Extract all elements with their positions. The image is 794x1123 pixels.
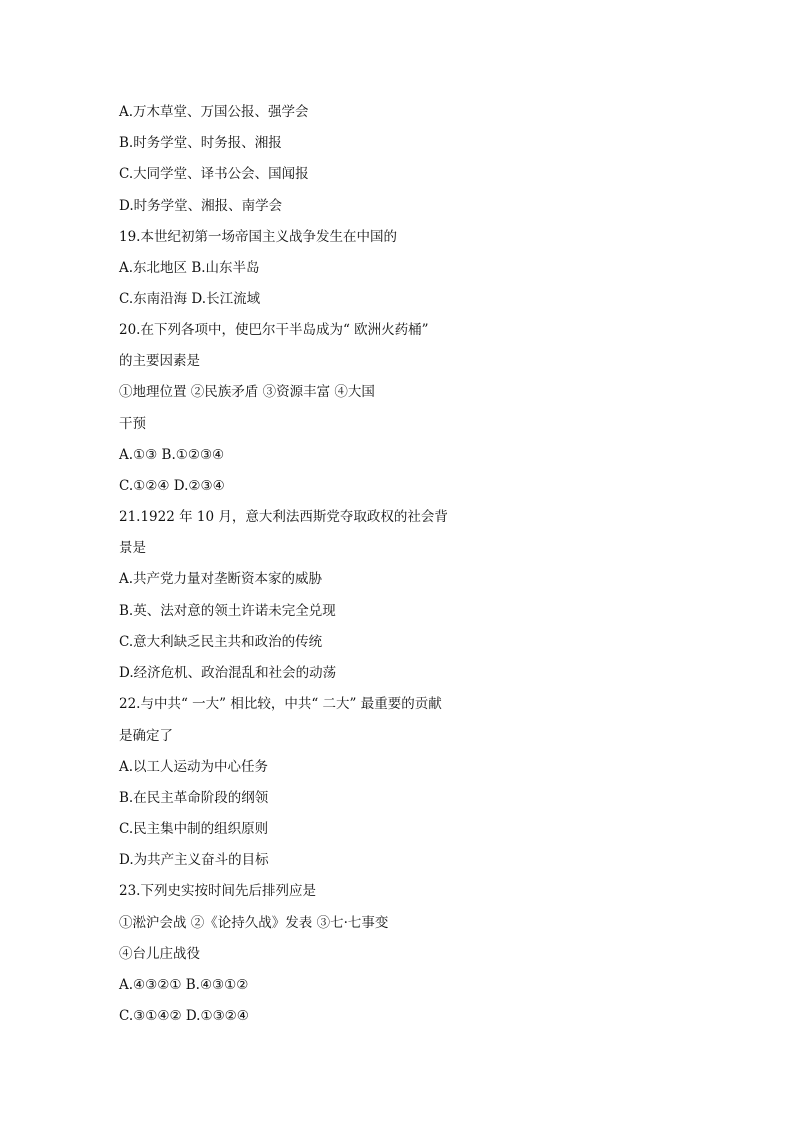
question-19: 19.本世纪初第一场帝国主义战争发生在中国的 <box>119 229 397 245</box>
option-d-q21: D.经济危机、政治混乱和社会的动荡 <box>119 665 337 681</box>
options-ab-q23: A.④③②① B.④③①② <box>119 977 249 993</box>
question-20-cont: 的主要因素是 <box>119 353 200 369</box>
option-c-q18: C.大同学堂、译书公会、国闻报 <box>119 166 309 182</box>
option-c-q21: C.意大利缺乏民主共和政治的传统 <box>119 634 323 650</box>
option-b-q18: B.时务学堂、时务报、湘报 <box>119 135 282 151</box>
option-b-q22: B.在民主革命阶段的纲领 <box>119 790 269 806</box>
options-cd-q23: C.③①④② D.①③②④ <box>119 1008 249 1024</box>
question-21-cont: 景是 <box>119 540 146 556</box>
question-23: 23.下列史实按时间先后排列应是 <box>119 883 316 899</box>
question-23-items-cont: ④台儿庄战役 <box>119 946 200 962</box>
options-ab-q19: A.东北地区 B.山东半岛 <box>119 260 260 276</box>
question-20-items-cont: 干预 <box>119 416 146 432</box>
options-cd-q20: C.①②④ D.②③④ <box>119 478 225 494</box>
question-22-cont: 是确定了 <box>119 728 173 744</box>
option-d-q22: D.为共产主义奋斗的目标 <box>119 852 269 868</box>
question-22: 22.与中共“ 一大” 相比较，中共“ 二大” 最重要的贡献 <box>119 696 442 712</box>
question-23-items: ①淞沪会战 ②《论持久战》发表 ③七·七事变 <box>119 915 389 931</box>
options-ab-q20: A.①③ B.①②③④ <box>119 447 225 463</box>
option-a-q18: A.万木草堂、万国公报、强学会 <box>119 104 309 120</box>
option-d-q18: D.时务学堂、湘报、南学会 <box>119 198 283 214</box>
question-20-items: ①地理位置 ②民族矛盾 ③资源丰富 ④大国 <box>119 384 375 400</box>
question-21: 21.1922 年 10 月，意大利法西斯党夺取政权的社会背 <box>119 509 448 525</box>
option-b-q21: B.英、法对意的领土许诺未完全兑现 <box>119 603 336 619</box>
question-20: 20.在下列各项中，使巴尔干半岛成为“ 欧洲火药桶” <box>119 322 429 338</box>
options-cd-q19: C.东南沿海 D.长江流域 <box>119 291 261 307</box>
option-a-q21: A.共产党力量对垄断资本家的威胁 <box>119 571 323 587</box>
option-a-q22: A.以工人运动为中心任务 <box>119 759 269 775</box>
option-c-q22: C.民主集中制的组织原则 <box>119 821 269 837</box>
